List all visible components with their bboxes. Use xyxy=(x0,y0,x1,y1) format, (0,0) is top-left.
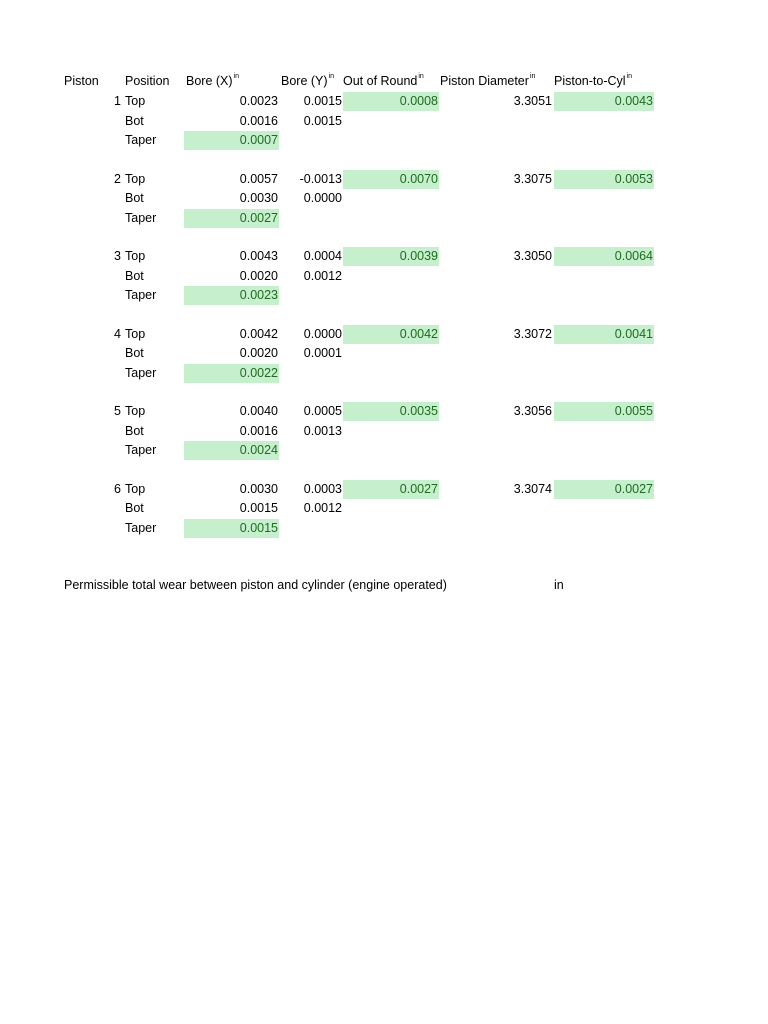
piston-diameter-value: 3.3074 xyxy=(513,481,552,496)
bore-x-value: 0.0020 xyxy=(239,346,278,360)
taper-value: 0.0015 xyxy=(184,519,279,538)
position-label: Top xyxy=(125,404,146,418)
unit-superscript: in xyxy=(529,73,536,80)
position-label: Bot xyxy=(125,501,144,515)
out-of-round-value: 0.0008 xyxy=(343,92,439,111)
taper-value: 0.0024 xyxy=(184,441,279,460)
position-label: Bot xyxy=(125,268,144,283)
footer-note: Permissible total wear between piston and cylinder (engine operated) xyxy=(64,578,447,592)
taper-value: 0.0022 xyxy=(184,364,279,383)
piston-to-cyl-value: 0.0053 xyxy=(554,170,654,189)
bore-y-value: 0.0013 xyxy=(303,423,342,438)
bore-x-value: 0.0016 xyxy=(239,423,278,438)
header-bore-y: Bore $(Y)^{in}$ xyxy=(281,73,334,88)
bore-y-value: -0.0013 xyxy=(299,171,342,186)
position-label: Top xyxy=(125,94,146,108)
piston-number: 2 xyxy=(114,171,121,186)
piston-to-cyl-value: 0.0043 xyxy=(554,92,654,111)
bore-y-value: 0.0012 xyxy=(303,268,342,283)
out-of-round-value: 0.0070 xyxy=(343,170,439,189)
taper-value: 0.0007 xyxy=(184,131,279,150)
bore-y-value: 0.0004 xyxy=(303,249,342,263)
unit-superscript: in xyxy=(418,73,424,80)
piston-diameter-value: 3.3056 xyxy=(513,404,552,418)
bore-y-value: 0.0003 xyxy=(303,481,342,496)
piston-to-cyl-value: 0.0055 xyxy=(554,402,654,421)
position-label: Taper xyxy=(125,365,157,380)
header-out-of-round: Out of Round$^{in}$ xyxy=(343,73,424,88)
position-label: Bot xyxy=(125,423,144,438)
position-label: Top xyxy=(125,326,146,341)
position-label: Top xyxy=(125,171,146,186)
bore-y-value: 0.0005 xyxy=(303,404,342,418)
taper-value: 0.0027 xyxy=(184,209,279,228)
bore-x-value: 0.0020 xyxy=(239,268,278,283)
out-of-round-value: 0.0035 xyxy=(343,402,439,421)
header-position: Position xyxy=(125,74,170,88)
bore-y-value: 0.0015 xyxy=(303,94,342,108)
bore-y-value: 0.0015 xyxy=(303,113,342,128)
out-of-round-value: 0.0042 xyxy=(343,325,439,344)
position-label: Taper xyxy=(125,520,157,535)
position-label: Bot xyxy=(125,113,144,128)
unit-superscript: in xyxy=(233,73,239,80)
header-piston: Piston xyxy=(64,74,99,88)
position-label: Bot xyxy=(125,346,144,360)
bore-x-value: 0.0043 xyxy=(239,249,278,263)
piston-to-cyl-value: 0.0064 xyxy=(554,247,654,266)
piston-to-cyl-value: 0.0041 xyxy=(554,325,654,344)
bore-y-value: 0.0000 xyxy=(303,326,342,341)
position-label: Taper xyxy=(125,288,157,302)
taper-value: 0.0023 xyxy=(184,286,279,305)
header-piston-diameter: Piston Diameter$^{in}$ xyxy=(440,73,536,88)
position-label: Top xyxy=(125,481,146,496)
bore-x-value: 0.0016 xyxy=(239,113,278,128)
position-label: Taper xyxy=(125,133,157,147)
bore-x-value: 0.0023 xyxy=(239,94,278,108)
piston-number: 6 xyxy=(114,481,121,496)
piston-diameter-value: 3.3050 xyxy=(513,249,552,263)
bore-x-value: 0.0015 xyxy=(239,501,278,515)
position-label: Taper xyxy=(125,443,157,457)
piston-diameter-value: 3.3051 xyxy=(513,94,552,108)
piston-number: 4 xyxy=(114,326,121,341)
bore-y-value: 0.0000 xyxy=(303,191,342,205)
piston-number: 3 xyxy=(114,249,121,263)
out-of-round-value: 0.0039 xyxy=(343,247,439,266)
bore-x-value: 0.0042 xyxy=(239,326,278,341)
piston-number: 5 xyxy=(114,404,121,418)
position-label: Top xyxy=(125,249,146,263)
piston-number: 1 xyxy=(114,94,121,108)
bore-x-value: 0.0040 xyxy=(239,404,278,418)
position-label: Taper xyxy=(125,210,157,225)
bore-x-value: 0.0030 xyxy=(239,191,278,205)
piston-to-cyl-value: 0.0027 xyxy=(554,480,654,499)
header-piston-to-cyl: Piston-to-Cyl$^{in}$ xyxy=(554,73,632,88)
bore-x-value: 0.0057 xyxy=(239,171,278,186)
bore-y-value: 0.0012 xyxy=(303,501,342,515)
out-of-round-value: 0.0027 xyxy=(343,480,439,499)
bore-y-value: 0.0001 xyxy=(303,346,342,360)
footer-unit: in xyxy=(554,578,564,592)
unit-superscript: in xyxy=(328,73,334,80)
position-label: Bot xyxy=(125,191,144,205)
header-bore-x: Bore $(X)^{in}$ xyxy=(186,73,239,88)
piston-diameter-value: 3.3072 xyxy=(513,326,552,341)
bore-x-value: 0.0030 xyxy=(239,481,278,496)
piston-diameter-value: 3.3075 xyxy=(513,171,552,186)
unit-superscript: in xyxy=(626,73,632,80)
